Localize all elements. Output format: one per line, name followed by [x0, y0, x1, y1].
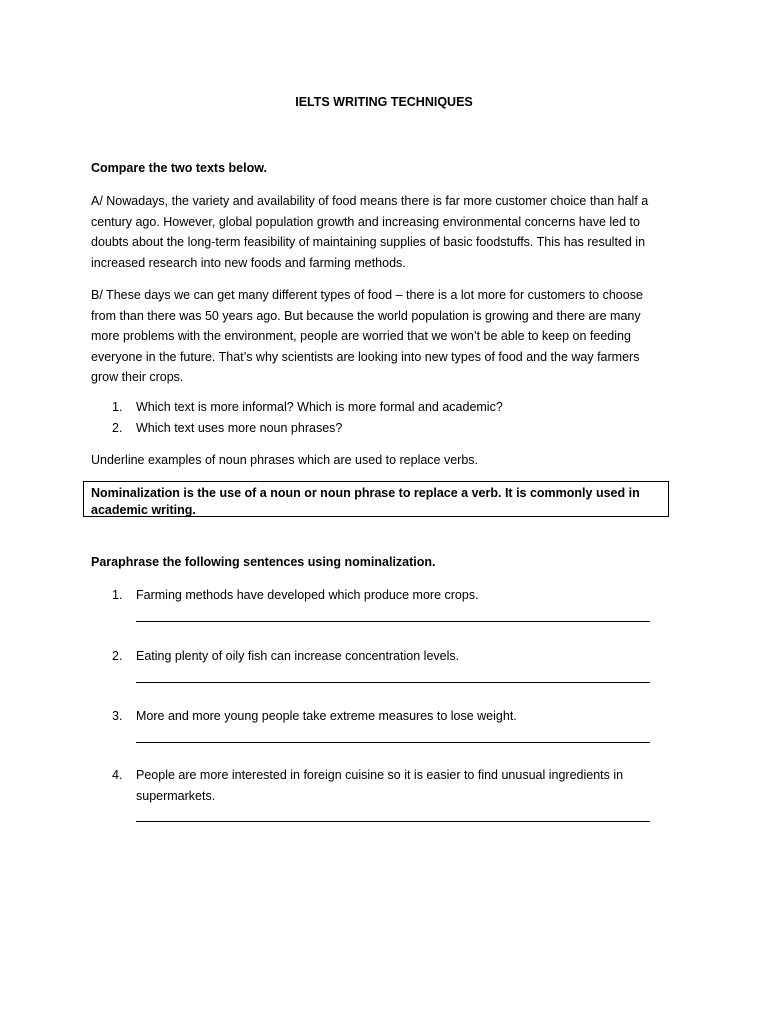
question-item [112, 397, 680, 418]
exercise-sentence: People are more interested in foreign cuisine so it is easier to find unusual ingredients in supermarkets. [136, 768, 624, 803]
definition-box: Nominalization is the use of a noun or noun phrase to replace a verb. It is commonly used in academic writing. [83, 481, 669, 517]
underline-instruction: Underline examples of noun phrases which are used to replace verbs. [91, 453, 479, 467]
answer-line[interactable] [136, 682, 650, 683]
question-text: Which text is more informal? Which is more formal and academic? [136, 400, 503, 414]
page-title: IELTS WRITING TECHNIQUES [295, 95, 473, 109]
exercise-number: 2. [112, 649, 123, 663]
question-number: 2. [112, 421, 123, 435]
exercise-sentence: More and more young people take extreme measures to lose weight. [136, 709, 517, 723]
exercise-sentence: Farming methods have developed which produce more crops. [136, 588, 479, 602]
exercise-number: 4. [112, 768, 123, 782]
compare-heading: Compare the two texts below. [91, 161, 267, 175]
paraphrase-instruction: Paraphrase the following sentences using nominalization. [91, 555, 436, 569]
text-a-paragraph: A/ Nowadays, the variety and availability of food means there is far more customer choice than half a century ago. However, global population growth and increasing environmental concerns have led to doubts about the long-term feasibility of maintaining supplies of basic foodstuffs. This has resulted in increased research into new foods and farming methods. [91, 194, 649, 270]
text-b-paragraph: B/ These days we can get many different types of food – there is a lot more for customers to choose from than there was 50 years ago. But because the world population is growing and there are many more problems with the environment, people are worried that we won’t be able to keep on feeding everyone in the future. That’s why scientists are looking into new types of food and the way farmers grow their crops. [91, 288, 643, 384]
answer-line[interactable] [136, 821, 650, 822]
question-list [112, 397, 680, 439]
question-text: Which text uses more noun phrases? [136, 421, 343, 435]
answer-line[interactable] [136, 621, 650, 622]
exercise-number: 1. [112, 588, 123, 602]
exercise-number: 3. [112, 709, 123, 723]
exercise-sentence: Eating plenty of oily fish can increase concentration levels. [136, 649, 460, 663]
question-item [112, 418, 680, 439]
question-number: 1. [112, 400, 123, 414]
answer-line[interactable] [136, 742, 650, 743]
